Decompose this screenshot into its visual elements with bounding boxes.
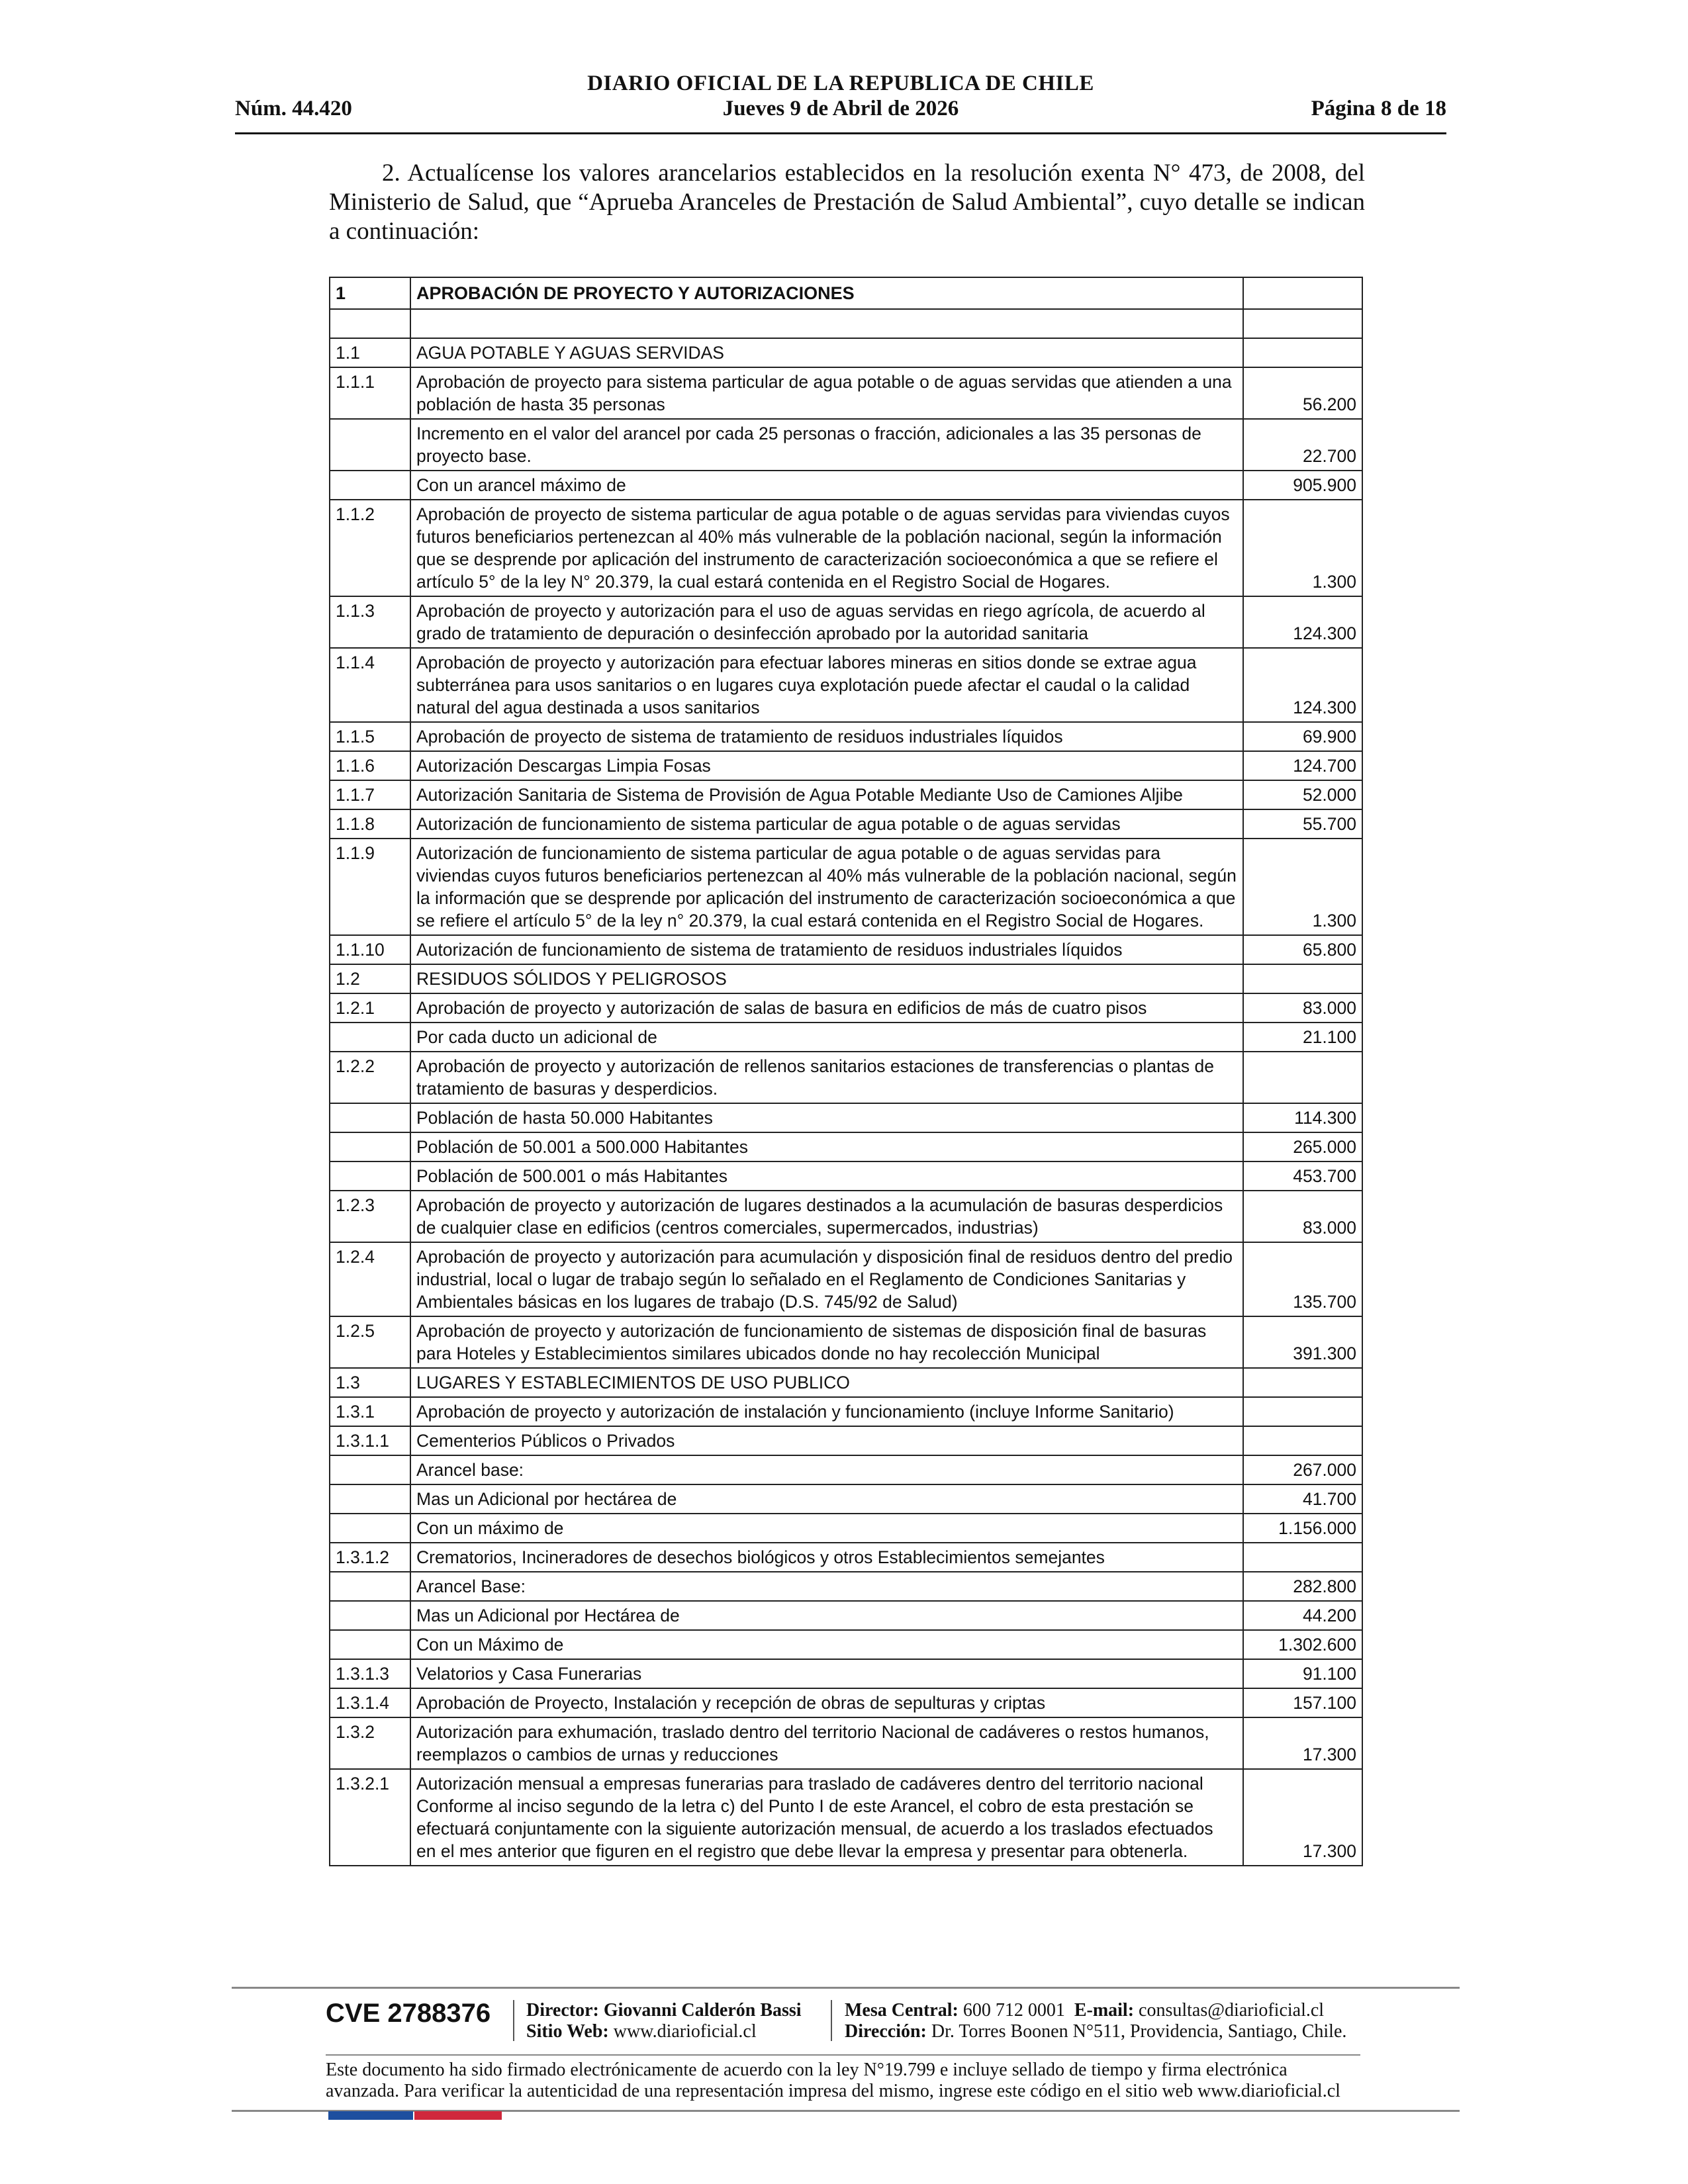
footer-divider [326, 2054, 1360, 2056]
table-row [330, 1132, 1362, 1161]
director-label: Director: [526, 2000, 599, 2021]
row-value [1243, 1397, 1362, 1426]
row-value [1243, 1543, 1362, 1572]
row-value [1243, 1426, 1362, 1455]
row-description: Autorización de funcionamiento de sistema particular de agua potable o de aguas servidas para viviendas cuyos futuros beneficiarios pertenezcan al 40% más vulnerable de la población nacional, según la información que se desprende por aplicación del instrumento de caracterización socioeconómica a que se refiere el artículo 5° de la ley n° 20.379, la cual estará contenida en el Registro Social de Hogares. [410, 839, 1243, 935]
row-value: 391.300 [1243, 1316, 1362, 1368]
row-code: 1.3 [330, 1368, 410, 1397]
table-row [330, 1514, 1362, 1543]
row-code [330, 1514, 410, 1543]
row-description: Arancel Base: [410, 1572, 1243, 1601]
row-description: Velatorios y Casa Funerarias [410, 1659, 1243, 1688]
row-description: Aprobación de proyecto y autorización para efectuar labores mineras en sitios donde se extrae agua subterránea para usos sanitarios o en lugares cuya explotación puede afectar el caudal o la calidad natural del agua destinada a usos sanitarios [410, 648, 1243, 722]
row-description: Cementerios Públicos o Privados [410, 1426, 1243, 1455]
email-link[interactable]: consultas@diarioficial.cl [1139, 2000, 1325, 2021]
web-label: Sitio Web: [526, 2021, 609, 2042]
row-value [1243, 1052, 1362, 1103]
row-description: Autorización para exhumación, traslado dentro del territorio Nacional de cadáveres o restos humanos, reemplazos o cambios de urnas y reducciones [410, 1717, 1243, 1769]
table-row [330, 1191, 1362, 1242]
row-code: 1.2.5 [330, 1316, 410, 1368]
table-row [330, 1052, 1362, 1103]
page-number: Página 8 de 18 [1311, 97, 1446, 120]
row-description: Mas un Adicional por hectárea de [410, 1484, 1243, 1514]
row-value: 17.300 [1243, 1769, 1362, 1866]
row-description: Aprobación de proyecto y autorización de salas de basura en edificios de más de cuatro pisos [410, 993, 1243, 1023]
row-description: Aprobación de proyecto de sistema particular de agua potable o de aguas servidas para viviendas cuyos futuros beneficiarios pertenezcan al 40% más vulnerable de la población nacional, según la información que se desprende por aplicación del instrumento de caracterización socioeconómica a que se refiere el artículo 5° de la ley N° 20.379, la cual estará contenida en el Registro Social de Hogares. [410, 500, 1243, 596]
row-value: 114.300 [1243, 1103, 1362, 1132]
issue-number: Núm. 44.420 [235, 97, 352, 120]
table-row [330, 1688, 1362, 1717]
issue-date: Jueves 9 de Abril de 2026 [722, 97, 959, 120]
row-code [330, 1161, 410, 1191]
flag-stripe-blue [328, 2111, 413, 2120]
table-row [330, 751, 1362, 780]
table-row [330, 1426, 1362, 1455]
row-description: APROBACIÓN DE PROYECTO Y AUTORIZACIONES [410, 277, 1243, 309]
publication-title: DIARIO OFICIAL DE LA REPUBLICA DE CHILE [587, 71, 1094, 95]
row-description: Aprobación de proyecto para sistema particular de agua potable o de aguas servidas que atienden a una población de hasta 35 personas [410, 367, 1243, 419]
row-description: Aprobación de proyecto de sistema de tratamiento de residuos industriales líquidos [410, 722, 1243, 751]
table-row [330, 277, 1362, 309]
row-code: 1.3.2 [330, 1717, 410, 1769]
row-description: Autorización de funcionamiento de sistema particular de agua potable o de aguas servidas [410, 809, 1243, 839]
row-code: 1.1.3 [330, 596, 410, 648]
table-row [330, 935, 1362, 964]
row-description: RESIDUOS SÓLIDOS Y PELIGROSOS [410, 964, 1243, 993]
table-row [330, 1717, 1362, 1769]
row-code: 1.3.1 [330, 1397, 410, 1426]
row-value: 83.000 [1243, 993, 1362, 1023]
row-code: 1.3.1.4 [330, 1688, 410, 1717]
row-value: 83.000 [1243, 1191, 1362, 1242]
row-code: 1 [330, 277, 410, 309]
table-row [330, 1659, 1362, 1688]
row-value: 1.156.000 [1243, 1514, 1362, 1543]
table-row [330, 419, 1362, 471]
row-code [330, 1455, 410, 1484]
row-value [1243, 1368, 1362, 1397]
row-code: 1.1.7 [330, 780, 410, 809]
table-row [330, 367, 1362, 419]
row-value: 52.000 [1243, 780, 1362, 809]
row-value: 17.300 [1243, 1717, 1362, 1769]
row-description: Aprobación de proyecto y autorización de lugares destinados a la acumulación de basuras desperdicios de cualquier clase en edificios (centros comerciales, supermercados, industrias) [410, 1191, 1243, 1242]
row-code [330, 471, 410, 500]
row-description: Con un Máximo de [410, 1630, 1243, 1659]
row-code: 1.1.2 [330, 500, 410, 596]
row-value: 44.200 [1243, 1601, 1362, 1630]
table-row [330, 1455, 1362, 1484]
row-value: 56.200 [1243, 367, 1362, 419]
row-value: 124.300 [1243, 648, 1362, 722]
footer-director-block [526, 2000, 802, 2042]
footer-separator [513, 2000, 514, 2041]
row-description: Aprobación de proyecto y autorización de funcionamiento de sistemas de disposición final de basuras para Hoteles y Establecimientos similares ubicados donde no hay recolección Municipal [410, 1316, 1243, 1368]
footer-separator [831, 2000, 832, 2041]
address-value: Dr. Torres Boonen N°511, Providencia, Santiago, Chile. [931, 2021, 1347, 2042]
row-value [1243, 277, 1362, 309]
row-code: 1.3.1.3 [330, 1659, 410, 1688]
row-code [330, 309, 410, 338]
row-value: 267.000 [1243, 1455, 1362, 1484]
row-code: 1.2.1 [330, 993, 410, 1023]
table-row [330, 1242, 1362, 1316]
row-code: 1.2.2 [330, 1052, 410, 1103]
row-description: Aprobación de proyecto y autorización de rellenos sanitarios estaciones de transferencias o plantas de tratamiento de basuras y desperdicios. [410, 1052, 1243, 1103]
row-code [330, 1601, 410, 1630]
table-row [330, 1572, 1362, 1601]
row-description: Población de 50.001 a 500.000 Habitantes [410, 1132, 1243, 1161]
intro-paragraph: 2. Actualícense los valores arancelarios establecidos en la resolución exenta N° 473, de 2008, del Ministerio de Salud, que “Aprueba Aranceles de Prestación de Salud Ambiental”, cuyo detalle se indican a continuación: [329, 159, 1365, 245]
row-code [330, 1023, 410, 1052]
row-code [330, 1103, 410, 1132]
row-description: Aprobación de proyecto y autorización de instalación y funcionamiento (incluye Informe Sanitario) [410, 1397, 1243, 1426]
row-description: Autorización Descargas Limpia Fosas [410, 751, 1243, 780]
table-row [330, 596, 1362, 648]
row-value: 22.700 [1243, 419, 1362, 471]
table-row [330, 1769, 1362, 1866]
row-description: Población de 500.001 o más Habitantes [410, 1161, 1243, 1191]
row-description: Autorización de funcionamiento de sistema de tratamiento de residuos industriales líquidos [410, 935, 1243, 964]
row-code: 1.1.8 [330, 809, 410, 839]
table-row [330, 809, 1362, 839]
page-header [235, 66, 1446, 134]
row-value [1243, 338, 1362, 367]
row-value: 453.700 [1243, 1161, 1362, 1191]
row-description: Con un arancel máximo de [410, 471, 1243, 500]
row-code: 1.1.5 [330, 722, 410, 751]
row-code [330, 1630, 410, 1659]
row-value: 55.700 [1243, 809, 1362, 839]
row-code: 1.2.3 [330, 1191, 410, 1242]
row-code: 1.1.9 [330, 839, 410, 935]
row-code: 1.3.1.2 [330, 1543, 410, 1572]
cve-code: CVE 2788376 [326, 1999, 491, 2028]
table-row [330, 648, 1362, 722]
row-description: Población de hasta 50.000 Habitantes [410, 1103, 1243, 1132]
tariff-table [329, 277, 1363, 1866]
table-row [330, 780, 1362, 809]
row-value: 124.700 [1243, 751, 1362, 780]
row-code [330, 1132, 410, 1161]
mesa-phone: 600 712 0001 [962, 2000, 1065, 2021]
row-value: 21.100 [1243, 1023, 1362, 1052]
row-code: 1.1.4 [330, 648, 410, 722]
table-row [330, 964, 1362, 993]
table-row [330, 1368, 1362, 1397]
row-description: Por cada ducto un adicional de [410, 1023, 1243, 1052]
table-row [330, 1161, 1362, 1191]
director-name: Giovanni Calderón Bassi [603, 2000, 802, 2021]
row-description: Aprobación de proyecto y autorización para acumulación y disposición final de residuos dentro del predio industrial, local o lugar de trabajo según lo señalado en el Reglamento de Condiciones Sanitarias y Ambientales básicas en los lugares de trabajo (D.S. 745/92 de Salud) [410, 1242, 1243, 1316]
table-row [330, 722, 1362, 751]
table-row [330, 1397, 1362, 1426]
row-code: 1.2.4 [330, 1242, 410, 1316]
row-value: 124.300 [1243, 596, 1362, 648]
row-value: 1.300 [1243, 500, 1362, 596]
table-row [330, 1484, 1362, 1514]
row-description: Autorización Sanitaria de Sistema de Provisión de Agua Potable Mediante Uso de Camiones Aljibe [410, 780, 1243, 809]
row-description: LUGARES Y ESTABLECIMIENTOS DE USO PUBLICO [410, 1368, 1243, 1397]
table-row [330, 839, 1362, 935]
signature-note: Este documento ha sido firmado electrónicamente de acuerdo con la ley N°19.799 e incluye sellado de tiempo y firma electrónica avanzada. Para verificar la autenticidad de una representación impresa del mismo, ingrese este código en el sitio web www.diarioficial.cl [326, 2060, 1340, 2101]
row-code [330, 1484, 410, 1514]
row-description: Incremento en el valor del arancel por cada 25 personas o fracción, adicionales a las 35 personas de proyecto base. [410, 419, 1243, 471]
table-row [330, 1630, 1362, 1659]
table-row [330, 1316, 1362, 1368]
row-code: 1.1 [330, 338, 410, 367]
row-value: 282.800 [1243, 1572, 1362, 1601]
row-value: 41.700 [1243, 1484, 1362, 1514]
row-value: 65.800 [1243, 935, 1362, 964]
row-code: 1.3.2.1 [330, 1769, 410, 1866]
address-label: Dirección: [845, 2021, 927, 2042]
mesa-label: Mesa Central: [845, 2000, 959, 2021]
row-code: 1.2 [330, 964, 410, 993]
row-value: 157.100 [1243, 1688, 1362, 1717]
row-description: Mas un Adicional por Hectárea de [410, 1601, 1243, 1630]
table-row [330, 1543, 1362, 1572]
table-row [330, 500, 1362, 596]
table-row [330, 309, 1362, 338]
row-description: AGUA POTABLE Y AGUAS SERVIDAS [410, 338, 1243, 367]
row-value: 905.900 [1243, 471, 1362, 500]
row-description: Aprobación de Proyecto, Instalación y recepción de obras de sepulturas y criptas [410, 1688, 1243, 1717]
row-value: 91.100 [1243, 1659, 1362, 1688]
row-description: Crematorios, Incineradores de desechos biológicos y otros Establecimientos semejantes [410, 1543, 1243, 1572]
row-code: 1.1.10 [330, 935, 410, 964]
row-code: 1.1.1 [330, 367, 410, 419]
footer-contact-block [845, 2000, 1346, 2042]
table-row [330, 1103, 1362, 1132]
table-row [330, 1023, 1362, 1052]
flag-stripe-red [414, 2111, 502, 2120]
row-value: 265.000 [1243, 1132, 1362, 1161]
row-description: Aprobación de proyecto y autorización para el uso de aguas servidas en riego agrícola, de acuerdo al grado de tratamiento de depuración o desinfección aprobado por la autoridad sanitaria [410, 596, 1243, 648]
table-row [330, 993, 1362, 1023]
row-code [330, 1572, 410, 1601]
table-row [330, 1601, 1362, 1630]
row-value: 135.700 [1243, 1242, 1362, 1316]
row-value: 1.302.600 [1243, 1630, 1362, 1659]
row-description: Arancel base: [410, 1455, 1243, 1484]
row-value [1243, 309, 1362, 338]
row-description: Con un máximo de [410, 1514, 1243, 1543]
row-code: 1.1.6 [330, 751, 410, 780]
row-value [1243, 964, 1362, 993]
row-value: 69.900 [1243, 722, 1362, 751]
row-description [410, 309, 1243, 338]
row-description: Autorización mensual a empresas funerarias para traslado de cadáveres dentro del territorio nacional Conforme al inciso segundo de la letra c) del Punto I de este Arancel, el cobro de esta prestación se efectuará conjuntamente con la siguiente autorización mensual, de acuerdo a los traslados efectuados en el mes anterior que figuren en el registro que debe llevar la empresa y presentar para obtenerla. [410, 1769, 1243, 1866]
web-link[interactable]: www.diarioficial.cl [613, 2021, 757, 2042]
email-label: E-mail: [1074, 2000, 1135, 2021]
row-value: 1.300 [1243, 839, 1362, 935]
table-row [330, 338, 1362, 367]
table-row [330, 471, 1362, 500]
row-code: 1.3.1.1 [330, 1426, 410, 1455]
row-code [330, 419, 410, 471]
footer-top-rule [232, 1987, 1460, 1989]
